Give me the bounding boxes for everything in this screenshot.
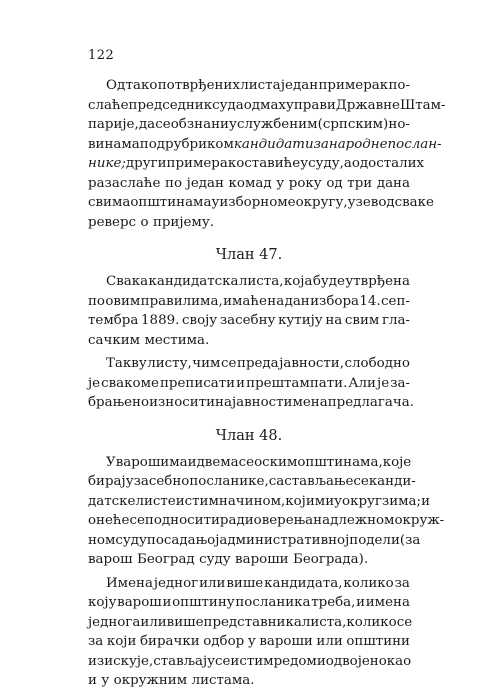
text-line: једнога или више представника листа, колико се <box>88 614 413 630</box>
paragraph <box>88 574 413 691</box>
text-line: и у окружним листама. <box>88 673 255 688</box>
text-line: брањено износити на јавност имена предлагача. <box>88 395 414 410</box>
text-line: ном суду по садањој административној подели (за <box>88 532 421 548</box>
article-heading-48: Члан 48. <box>215 427 283 444</box>
text-line: изискује, стављају се истим редом и одвојено као <box>88 653 412 669</box>
text-line: винама под рубриком кандидати за народне послан- <box>88 136 442 152</box>
text-line: нике; други примерак оставиће у суду, а од осталих <box>88 156 425 171</box>
body-text <box>88 76 446 691</box>
text-line: парије, да се обзнани у службеним (српским) но- <box>88 117 410 132</box>
text-line: за који бирачки одбор у вароши или општини <box>88 634 410 649</box>
text-line: разаслаће по један комад у року од три дана <box>88 175 410 191</box>
text-line: Имена једног или више кандидата, колико за <box>106 575 410 591</box>
text-line: оне ће се подносити ради оверења надлежном окруж- <box>88 513 445 528</box>
page-number: 122 <box>88 48 115 63</box>
paragraph <box>88 354 414 413</box>
text-line: Свака кандидатска листа, која буде утврђена <box>106 274 410 289</box>
text-line: је свакоме преписати и прештампати. Али је за- <box>88 375 410 391</box>
text-line: свима општинама у изборноме округу, узев од сваке <box>88 195 434 210</box>
text-line: датске листе истим начином, којим и у округзима; и <box>88 493 430 509</box>
text-line: тембра 1889. своју засебну кутију на свим гла- <box>88 313 410 328</box>
paragraph <box>88 76 446 232</box>
text-line: варош Београд суду вароши Београда). <box>88 552 369 567</box>
paragraph <box>88 453 445 570</box>
text-line: Од тако потврђених листа један примерак по- <box>106 78 410 93</box>
text-line: слаће председник суда одмах управи Државне Штам- <box>88 97 446 113</box>
text-line: по овим правилима, имаће на дан избора 14. сеп- <box>88 293 410 309</box>
text-line: сачким местима. <box>88 332 210 348</box>
article-heading-47: Члан 47. <box>215 247 283 263</box>
paragraph <box>88 272 410 350</box>
text-line: реверс о пријему. <box>88 214 214 230</box>
text-line: Такву листу, чим се преда јавности, слободно <box>106 356 410 371</box>
text-line: бирају засебно посланике, састављање се канди- <box>88 474 416 489</box>
text-line: У варошима и двема сеоским општинама, које <box>106 454 412 470</box>
text-line: коју варош и општину посланика треба, и имена <box>88 595 410 610</box>
